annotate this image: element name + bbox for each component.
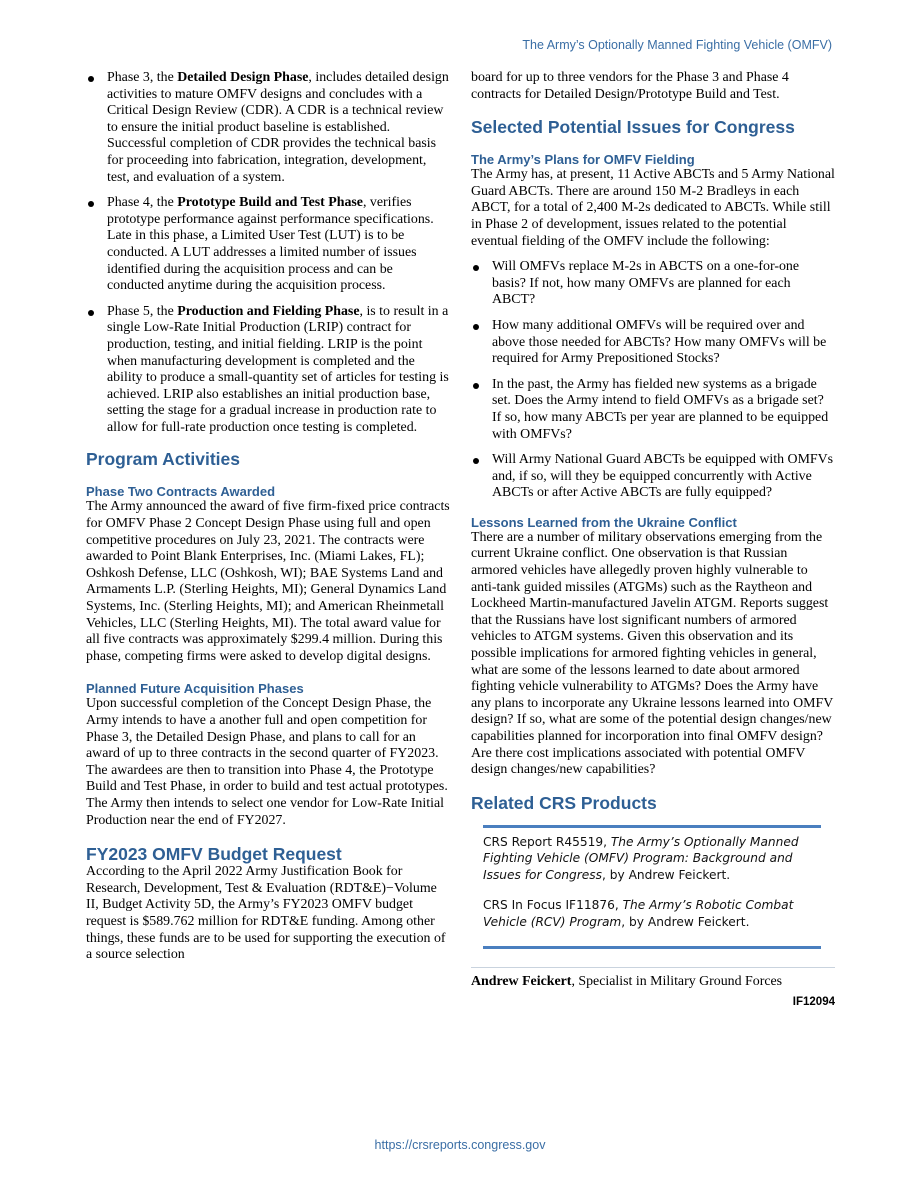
program-activities-heading: Program Activities <box>86 449 240 470</box>
future-phases-heading: Planned Future Acquisition Phases <box>86 681 304 697</box>
list-item: In the past, the Army has fielded new systems as a brigade set. Does the Army intend to field OMFVs as a brigade set? If so, how many ABCTs per year are planned to be equipped with OMFVs? <box>471 377 835 443</box>
related-products-box <box>483 825 821 950</box>
fielding-text: The Army has, at present, 11 Active ABCTs and 5 Army National Guard ABCTs. There are around 150 M-2 Bradleys in each ABCT, for a total of 2,400 M-2s dedicated to ABCTs. While still in Phase 2 of development, issues related to the potential eventual fielding of the OMFV include the following: <box>471 167 835 249</box>
phase-5-item <box>86 304 450 437</box>
budget-heading: FY2023 OMFV Budget Request <box>86 844 342 865</box>
ukraine-heading: Lessons Learned from the Ukraine Conflict <box>471 514 737 530</box>
running-header: The Army’s Optionally Manned Fighting Vehicle (OMFV) <box>522 38 832 52</box>
phase-3-prefix: Phase 3, the <box>107 70 178 85</box>
fielding-questions <box>471 259 835 502</box>
list-item: How many additional OMFVs will be required over and above those needed for ABCTs? How many OMFVs will be required for Army Prepositioned Stocks? <box>471 318 835 368</box>
product-1-suffix: , by Andrew Feickert. <box>602 867 731 882</box>
product-1-title: The Army’s Optionally Manned Fighting Vehicle (OMFV) Program: Background and Issues for Congress <box>483 834 799 882</box>
issues-heading: Selected Potential Issues for Congress <box>471 117 795 138</box>
product-id: IF12094 <box>792 996 835 1009</box>
related-product-1[interactable] <box>483 834 821 884</box>
list-item: Will Army National Guard ABCTs be equipped with OMFVs and, if so, will they be equipped concurrently with Active ABCTs or after Active ABCTs are fully equipped? <box>471 452 835 502</box>
phase-3-text: , includes detailed design activities to mature OMFV designs and concludes with a Critical Design Review (CDR). A CDR is a technical review to ensure the initial product baseline is established. Successful completion of CDR provides the technical basis for proceeding into fabrication, integration, development, test, and evaluation of a system. <box>107 70 449 185</box>
author-line <box>471 974 835 990</box>
phase-list <box>86 70 450 436</box>
phase-4-name: Prototype Build and Test Phase <box>177 195 363 211</box>
left-column <box>86 70 450 964</box>
list-item: Will OMFVs replace M-2s in ABCTS on a one-for-one basis? If not, how many OMFVs are planned for each ABCT? <box>471 259 835 309</box>
phase-4-prefix: Phase 4, the <box>107 195 178 211</box>
budget-text: According to the April 2022 Army Justification Book for Research, Development, Test & Evaluation (RDT&E)−Volume II, Budget Activity 5D, the Army’s FY2023 OMFV budget request is $589.762 million for RDT&E funding. Among other things, these funds are to be used for supporting the execution of a source selection <box>86 864 446 963</box>
phase-4-text: , verifies prototype performance against performance specifications. Late in this phase, a Limited User Test (LUT) is to be conducted. A LUT addresses a limited number of issues identified during the acquisition process and can be conducted anytime during the acquisition process. <box>107 195 434 294</box>
product-2-title: The Army’s Robotic Combat Vehicle (RCV) Program <box>483 898 794 929</box>
budget-text-continued: board for up to three vendors for the Phase 3 and Phase 4 contracts for Detailed Design/Prototype Build and Test. <box>471 70 789 102</box>
footer-url-link[interactable]: https://crsreports.congress.gov <box>374 1138 546 1152</box>
future-phases-text: Upon successful completion of the Concept Design Phase, the Army intends to have a another full and open competition for Phase 3, the Detailed Design Phase, and plans to call for an award of up to three contracts in the second quarter of FY2023. The awardees are then to transition into Phase 4, the Prototype Build and Test Phase, in order to build and test actual prototypes. The Army then intends to select one vendor for Low-Rate Initial Production near the end of FY2027. <box>86 696 448 828</box>
product-2-suffix: , by Andrew Feickert. <box>621 914 750 929</box>
phase-5-prefix: Phase 5, the <box>107 303 178 319</box>
author-role: , Specialist in Military Ground Forces <box>571 974 783 990</box>
product-2-prefix: CRS In Focus IF11876, <box>483 898 623 913</box>
phase-5-text: , is to result in a single Low-Rate Initial Production (LRIP) contract for production, testing, and initial fielding. LRIP is the point when manufacturing development is completed and the ability to produce a small-quantity set of articles for testing is achieved. LRIP also establishes an initial production base, setting the stage for a gradual increase in production rate to allow for full-rate production once testing is completed. <box>107 303 449 435</box>
related-products-heading: Related CRS Products <box>471 792 657 813</box>
phase-4-item <box>86 195 450 295</box>
related-product-2[interactable] <box>483 897 821 930</box>
product-1-prefix: CRS Report R45519, <box>483 834 611 849</box>
phase-5-name: Production and Fielding Phase <box>177 303 360 319</box>
author-name: Andrew Feickert <box>471 974 572 990</box>
phase-3-item <box>86 70 450 186</box>
phase-3-name: Detailed Design Phase <box>177 70 309 85</box>
ukraine-text: There are a number of military observations emerging from the current Ukraine conflict. One observation is that Russian armored vehicles have allegedly proven highly vulnerable to anti-tank guided missiles (ATGMs) such as the Raytheon and Lockheed Martin-manufactured Javelin ATGM. Reports suggest that the Russians have lost significant numbers of armored vehicles to ATGM systems. Given this observation and its possible implications for armored fighting vehicles in general, what are some of the lessons learned to date about armored fighting vehicle vulnerability to ATGMs? Does the Army have any plans to incorporate any Ukraine lessons learned into OMFV design? If so, what are some of the potential design changes/new capabilities planned for incorporation into final OMFV design? Are there cost implications associated with potential OMFV design changes/new capabilities? <box>471 529 833 778</box>
fielding-heading: The Army’s Plans for OMFV Fielding <box>471 152 695 168</box>
phase-two-text: The Army announced the award of five firm-fixed price contracts for OMFV Phase 2 Concept Design Phase using full and open competitive procedures on July 23, 2021. The contracts were awarded to Point Blank Enterprises, Inc. (Miami Lakes, FL); Oshkosh Defense, LLC (Oshkosh, WI); BAE Systems Land and Armaments L.P. (Sterling Heights, MI); General Dynamics Land Systems, Inc. (Sterling Heights, MI); and American Rheinmetall Vehicles, LLC (Sterling Heights, MI). The total award value for all five contracts was approximately $299.4 million. During this phase, competing firms were asked to develop digital designs. <box>86 499 450 664</box>
phase-two-heading: Phase Two Contracts Awarded <box>86 484 276 500</box>
right-column <box>471 70 835 1008</box>
divider <box>471 967 835 968</box>
